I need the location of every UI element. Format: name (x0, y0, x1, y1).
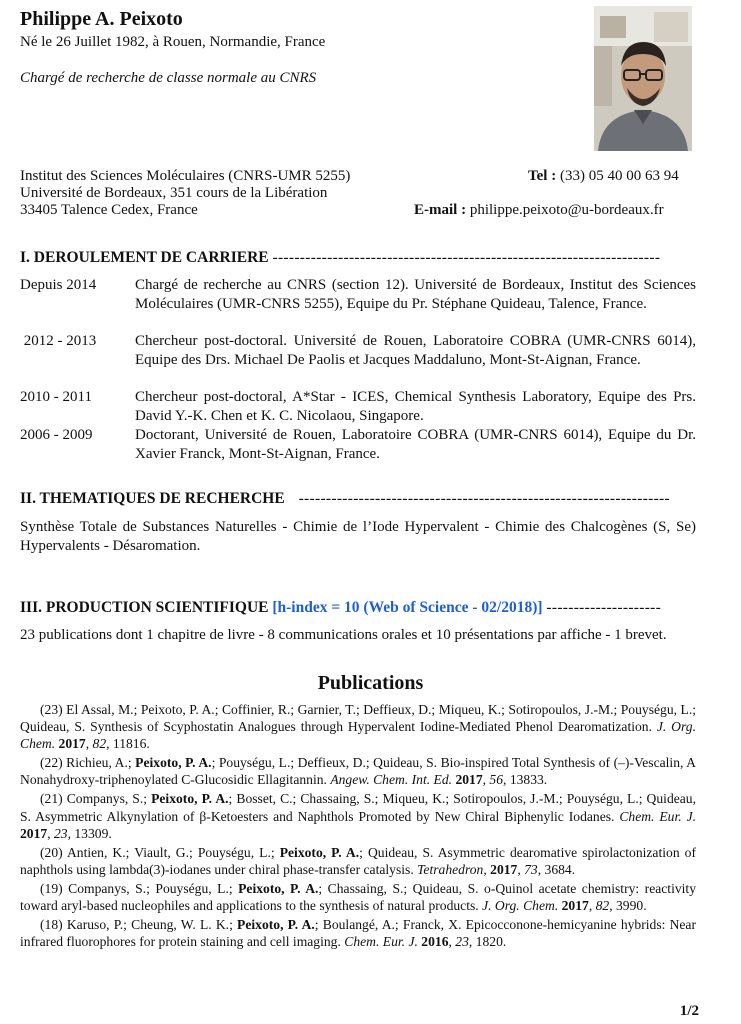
career-item (20, 426, 696, 463)
career-date: 2006 - 2009 (20, 427, 93, 443)
career-item (20, 276, 696, 332)
research-title-dashes: -------------------------------------------------------------------- (298, 490, 670, 507)
self-author: Peixoto, P. A. (237, 917, 315, 933)
journal: Angew. Chem. Int. Ed. (330, 772, 453, 788)
research-themes: Synthèse Totale de Substances Naturelles - Chimie de l’Iode Hypervalent - Chimie des Chalcogènes (S, Se) Hypervalents - Désaromation. (20, 519, 696, 554)
email-label: E-mail : (414, 202, 467, 218)
production-summary: 23 publications dont 1 chapitre de livre - 8 communications orales et 10 présentations par affiche - 1 brevet. (20, 627, 667, 643)
publication-item: (19) Companys, S.; Pouységu, L.; Peixoto, P. A.; Chassaing, S.; Quideau, S. o-Quinol acetate chemistry: reactivity toward aryl-based nucleophiles and applications to the synthesis of natural products. J. Org. Chem. 2017, 82, 3990. (20, 880, 696, 914)
production-title-dashes: --------------------- (546, 599, 662, 616)
career-item (20, 388, 696, 425)
email-value[interactable]: philippe.peixoto@u-bordeaux.fr (469, 202, 664, 218)
publication-item: (22) Richieu, A.; Peixoto, P. A.; Pouységu, L.; Deffieux, D.; Quideau, S. Bio-inspired Total Synthesis of (–)-Vescalin, A Nonahydroxy-triphenoylated C-Glucosidic Ellagitannin. Angew. Chem. Int. Ed. 2017, 56, 13833. (20, 755, 696, 788)
publication-item: (18) Karuso, P.; Cheung, W. L. K.; Peixoto, P. A.; Boulangé, A.; Franck, X. Epicocconone-hemicyanine hybrids: Near infrared fluorophores for protein staining and cell imaging. Chem. Eur. J. 2016, 23, 1820. (20, 917, 696, 950)
profile-photo (594, 6, 692, 151)
address-line-3: 33405 Talence Cedex, France (20, 202, 198, 218)
birth-info: Né le 26 Juillet 1982, à Rouen, Normandie, France (20, 34, 326, 50)
career-date: Depuis 2014 (20, 277, 97, 293)
tel-label: Tel : (528, 168, 557, 184)
person-name: Philippe A. Peixoto (20, 8, 183, 30)
production-title-text: III. PRODUCTION SCIENTIFIQUE (20, 599, 269, 616)
career-item (20, 332, 696, 388)
career-description: Chargé de recherche au CNRS (section 12). Université de Bordeaux, Institut des Sciences Moléculaires (UMR-CNRS 5255), Equipe du Pr. Stéphane Quideau, Talence, France. (135, 277, 696, 312)
career-description: Chercheur post-doctoral, A*Star - ICES, Chemical Synthesis Laboratory, Equipe des Prs. David Y.-K. Chen et K. C. Nicolaou, Singapore. (135, 389, 696, 424)
career-description: Chercheur post-doctoral. Université de Rouen, Laboratoire COBRA (UMR-CNRS 6014), Equipe des Drs. Michael De Paolis et Jacques Maddaluno, Mont-St-Aignan, France. (135, 333, 696, 368)
job-title: Chargé de recherche de classe normale au CNRS (20, 70, 317, 86)
h-index: [h-index = 10 (Web of Science - 02/2018)] (272, 599, 543, 616)
journal: Chem. Eur. J. (619, 808, 696, 824)
career-title-dashes: ----------------------------------------------------------------------- (272, 249, 661, 266)
address-line-1: Institut des Sciences Moléculaires (CNRS-UMR 5255) (20, 168, 351, 184)
publication-list (20, 701, 696, 952)
research-title-text: II. THEMATIQUES DE RECHERCHE (20, 490, 285, 507)
journal: J. Org. Chem. (482, 898, 559, 914)
section-career-title (20, 249, 720, 267)
journal: Tetrahedron (417, 861, 484, 877)
publication-item: (21) Companys, S.; Peixoto, P. A.; Bosset, C.; Chassaing, S.; Miqueu, K.; Sotiropoulos, J.-M.; Pouységu, L.; Quideau, S. Asymmetric Alkynylation of β-Ketoesters and Naphthols Promoted by New Chiral Biphenylic Iodanes. Chem. Eur. J. 2017, 23, 13309. (20, 791, 696, 841)
section-research-title (20, 490, 720, 508)
self-author: Peixoto, P. A. (135, 755, 212, 771)
tel-value: (33) 05 40 00 63 94 (559, 168, 679, 184)
self-author: Peixoto, P. A. (238, 880, 319, 896)
journal: J. Org. Chem. (20, 719, 696, 752)
publications-heading: Publications (317, 672, 424, 694)
self-author: Peixoto, P. A. (279, 844, 360, 860)
career-description: Doctorant, Université de Rouen, Laboratoire COBRA (UMR-CNRS 6014), Equipe du Dr. Xavier Franck, Mont-St-Aignan, France. (135, 427, 696, 462)
journal: Chem. Eur. J. (344, 934, 418, 950)
section-production-title (20, 599, 720, 617)
self-author: Peixoto, P. A. (151, 791, 229, 807)
address-line-2: Université de Bordeaux, 351 cours de la Libération (20, 185, 328, 201)
publication-item: (20) Antien, K.; Viault, G.; Pouységu, L.; Peixoto, P. A.; Quideau, S. Asymmetric dearomative spirolactonization of naphthols using lambda(3)-iodanes under chiral phase-transfer catalysis. Tetrahedron, 2017, 73, 3684. (20, 844, 696, 877)
telephone (528, 168, 679, 185)
career-date: 2010 - 2011 (20, 389, 92, 405)
self-author: Peixoto, P. A. (140, 702, 215, 717)
publication-item: (23) El Assal, M.; Peixoto, P. A.; Coffinier, R.; Garnier, T.; Deffieux, D.; Miqueu, K.; Sotiropoulos, J.-M.; Pouységu, L.; Quideau, S. Synthesis of Scyphostatin Analogues through Hypervalent Iodine-Mediated Phenol Dearomatization. J. Org. Chem. 2017, 82, 11816. (20, 702, 696, 752)
career-title-text: I. DEROULEMENT DE CARRIERE (20, 249, 269, 266)
page-number: 1/2 (679, 1003, 699, 1019)
email (414, 202, 664, 219)
career-date: 2012 - 2013 (20, 333, 97, 349)
